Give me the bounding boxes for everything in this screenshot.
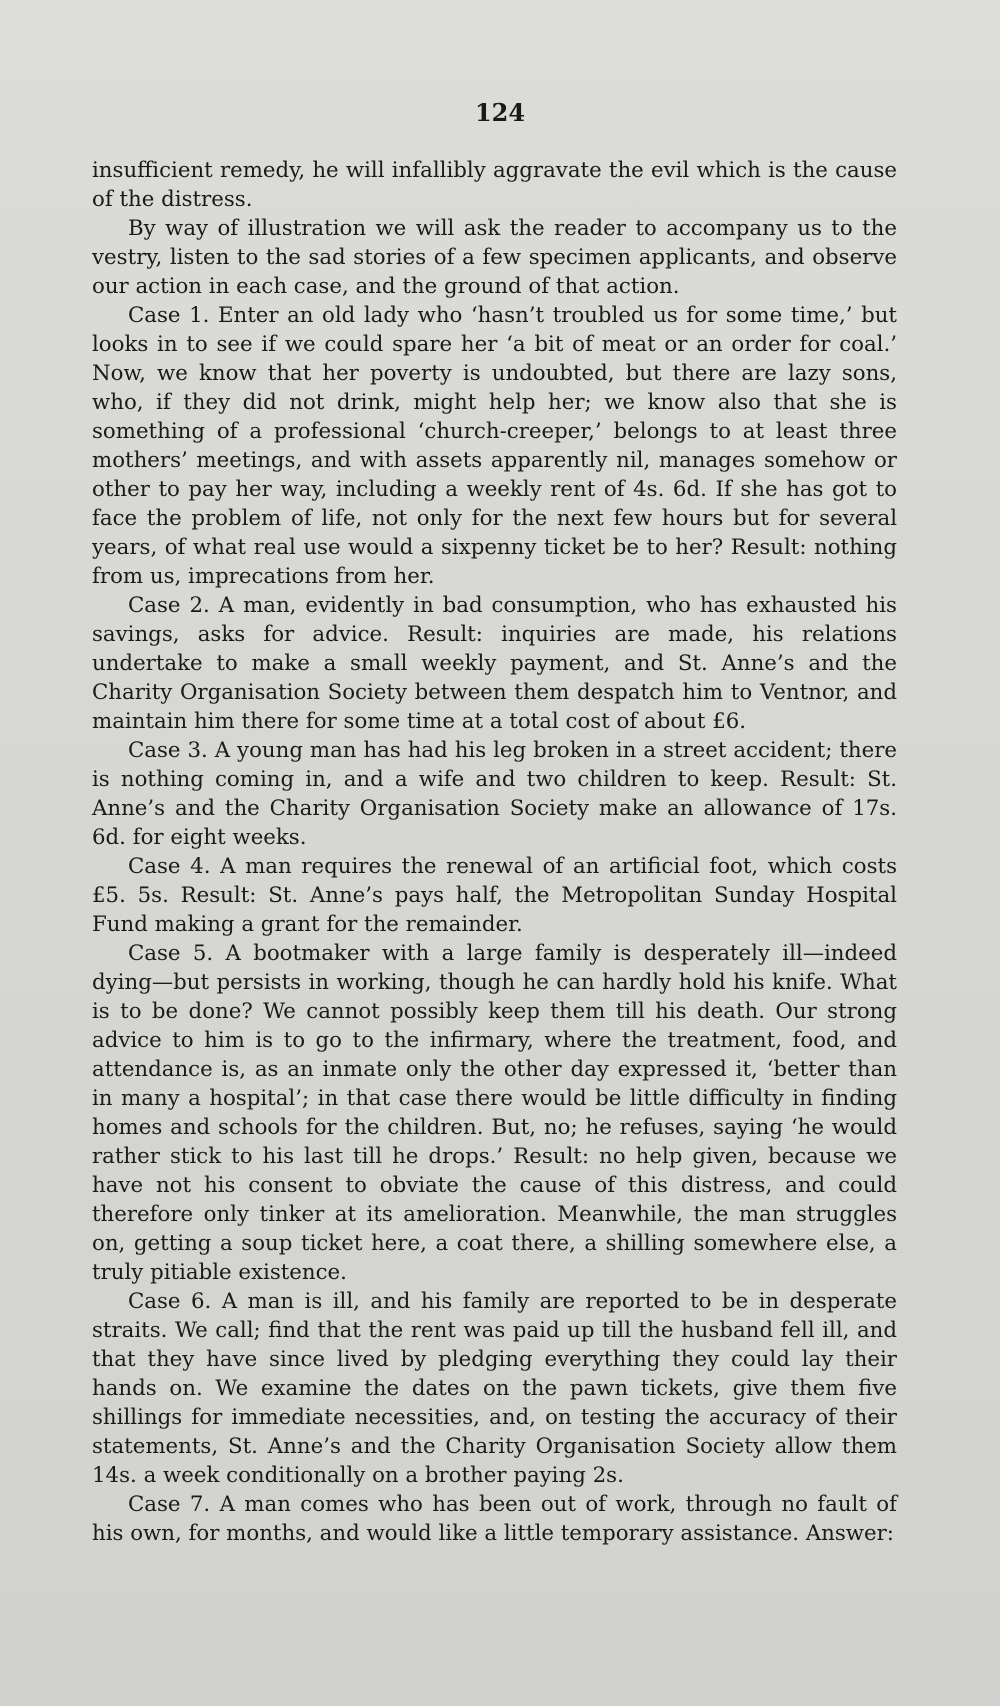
paragraph-case-1: Case 1. Enter an old lady who ‘hasn’t troubled us for some time,’ but looks in to see if we could spare her ‘a bit of meat or an order for coal.’ Now, we know that her poverty is undoubted, but there are lazy sons, who, if they did not drink, might help her; we know also that she is something of a professional ‘church-creeper,’ belongs to at least three mothers’ meetings, and with assets apparently nil, manages somehow or other to pay her way, including a weekly rent of 4s. 6d. If she has got to face the problem of life, not only for the next few hours but for several years, of what real use would a sixpenny ticket be to her? Result: nothing from us, imprecations from her. <box>92 303 897 589</box>
paragraph-continuation: insufficient remedy, he will infallibly aggravate the evil which is the cause of the distress. <box>92 158 897 212</box>
paragraph-case-3: Case 3. A young man has had his leg broken in a street accident; there is nothing coming in, and a wife and two children to keep. Result: St. Anne’s and the Charity Organisation Society make an allowance of 17s. 6d. for eight weeks. <box>92 738 897 850</box>
paragraph-case-7: Case 7. A man comes who has been out of work, through no fault of his own, for months, and would like a little temporary assistance. Answer: <box>92 1492 897 1546</box>
paragraph-case-2: Case 2. A man, evidently in bad consumption, who has exhausted his savings, asks for advice. Result: inquiries are made, his relations undertake to make a small weekly payment, and St. Anne’s and the Charity Organisation Society between them despatch him to Ventnor, and maintain him there for some time at a total cost of about £6. <box>92 593 897 734</box>
paragraph-case-5: Case 5. A bootmaker with a large family is desperately ill—indeed dying—but persists in working, though he can hardly hold his knife. What is to be done? We cannot possibly keep them till his death. Our strong advice to him is to go to the infirmary, where the treatment, food, and attendance is, as an inmate only the other day expressed it, ‘better than in many a hospital’; in that case there would be little difficulty in finding homes and schools for the children. But, no; he refuses, saying ‘he would rather stick to his last till he drops.’ Result: no help given, because we have not his consent to obviate the cause of this distress, and could therefore only tinker at its amelioration. Meanwhile, the man struggles on, getting a soup ticket here, a coat there, a shilling somewhere else, a truly pitiable existence. <box>92 941 897 1285</box>
paragraph-intro: By way of illustration we will ask the reader to accompany us to the vestry, listen to the sad stories of a few specimen applicants, and observe our action in each case, and the ground of that action. <box>92 216 897 299</box>
body-text <box>92 156 897 1548</box>
paragraph-case-4: Case 4. A man requires the renewal of an artificial foot, which costs £5. 5s. Result: St. Anne’s pays half, the Metropolitan Sunday Hospital Fund making a grant for the remainder. <box>92 854 897 937</box>
page-number: 124 <box>474 98 526 127</box>
paragraph-case-6: Case 6. A man is ill, and his family are reported to be in desperate straits. We call; find that the rent was paid up till the husband fell ill, and that they have since lived by pledging everything they could lay their hands on. We examine the dates on the pawn tickets, give them five shillings for immediate necessities, and, on testing the accuracy of their statements, St. Anne’s and the Charity Organisation Society allow them 14s. a week conditionally on a brother paying 2s. <box>92 1289 897 1488</box>
